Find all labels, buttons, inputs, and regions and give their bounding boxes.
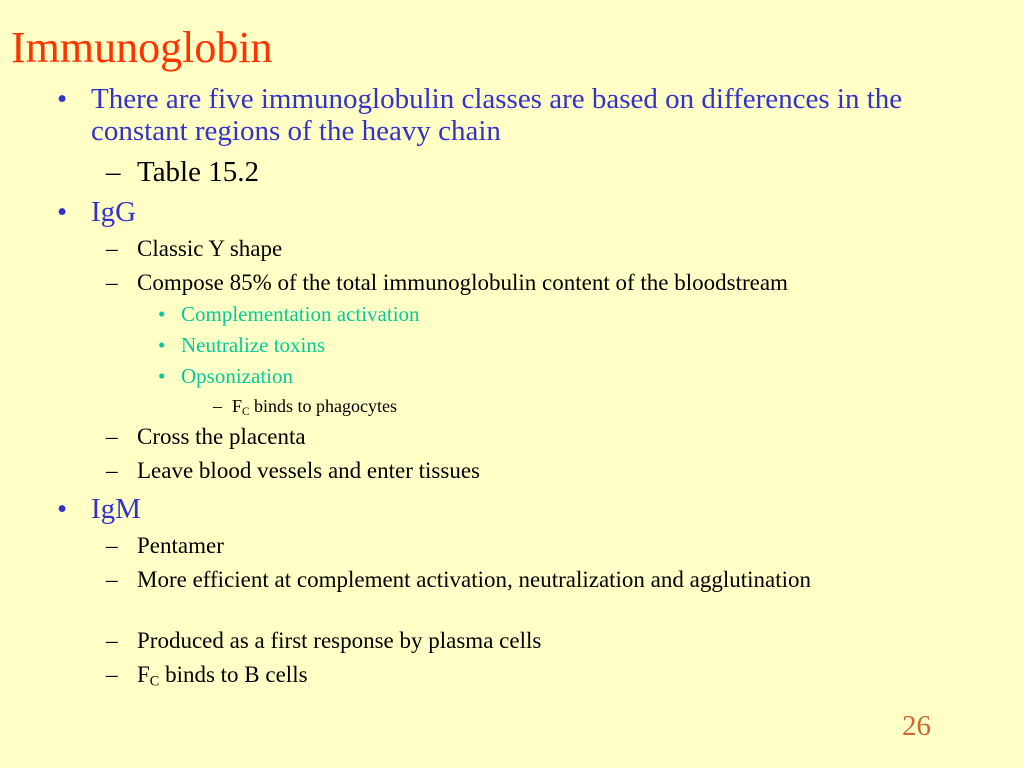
dash-marker: – (106, 424, 118, 449)
dash-marker: – (213, 396, 222, 416)
igg-function-text: Complementation activation (181, 302, 420, 326)
igm-fc-text: binds to B cells (159, 662, 308, 687)
igg-fc-text: binds to phagocytes (249, 396, 397, 416)
bullet-marker: • (57, 493, 68, 525)
dash-marker: – (106, 156, 121, 188)
igg-heading: IgG (91, 196, 137, 228)
fc-label: $F_C$ (137, 662, 160, 690)
igm-item-text: Produced as a first response by plasma cells (137, 628, 542, 653)
bullet-marker: • (158, 333, 166, 357)
list-item-igg-fc (213, 395, 397, 418)
dash-marker: – (106, 662, 118, 687)
list-item-igm-efficiency (106, 567, 857, 593)
page-number: 26 (902, 710, 931, 742)
list-item-igg-tissues (106, 458, 480, 484)
list-item-igm-first-response (106, 628, 542, 654)
intro-text: There are five immunoglobulin classes are based on differences in the constant regions of the heavy chain (91, 83, 903, 147)
bullet-marker: • (57, 83, 68, 115)
table-reference: Table 15.2 (137, 156, 259, 188)
fc-label: $F_C$ (232, 396, 250, 418)
bullet-marker: • (158, 302, 166, 326)
list-item-igm (57, 493, 141, 525)
list-item-intro (57, 83, 971, 147)
bullet-marker: • (57, 196, 68, 228)
dash-marker: – (106, 567, 118, 592)
list-item-igg-function (158, 333, 326, 358)
igg-function-text: Opsonization (181, 364, 293, 388)
list-item-table-ref (106, 156, 259, 188)
igg-function-text: Neutralize toxins (181, 333, 326, 357)
slide-title: Immunoglobin (11, 23, 273, 72)
dash-marker: – (106, 458, 118, 483)
igm-item-text: More efficient at complement activation, neutralization and agglutination (137, 567, 812, 592)
list-item-igm-fc (106, 662, 308, 690)
list-item-igm-pentamer (106, 533, 224, 559)
list-item-igg-function (158, 302, 420, 327)
list-item-igg-shape (106, 236, 283, 262)
list-item-igg (57, 196, 137, 228)
dash-marker: – (106, 236, 118, 261)
list-item-igg-placenta (106, 424, 306, 450)
bullet-marker: • (158, 364, 166, 388)
igg-item-text: Classic Y shape (137, 236, 283, 261)
dash-marker: – (106, 628, 118, 653)
list-item-igg-composition (106, 270, 997, 296)
igg-item-text: Cross the placenta (137, 424, 306, 449)
list-item-igg-function (158, 364, 293, 389)
igm-item-text: Pentamer (137, 533, 224, 558)
igg-item-text: Leave blood vessels and enter tissues (137, 458, 480, 483)
igg-item-text: Compose 85% of the total immunoglobulin content of the bloodstream (137, 270, 788, 295)
dash-marker: – (106, 270, 118, 295)
dash-marker: – (106, 533, 118, 558)
igm-heading: IgM (91, 493, 141, 525)
